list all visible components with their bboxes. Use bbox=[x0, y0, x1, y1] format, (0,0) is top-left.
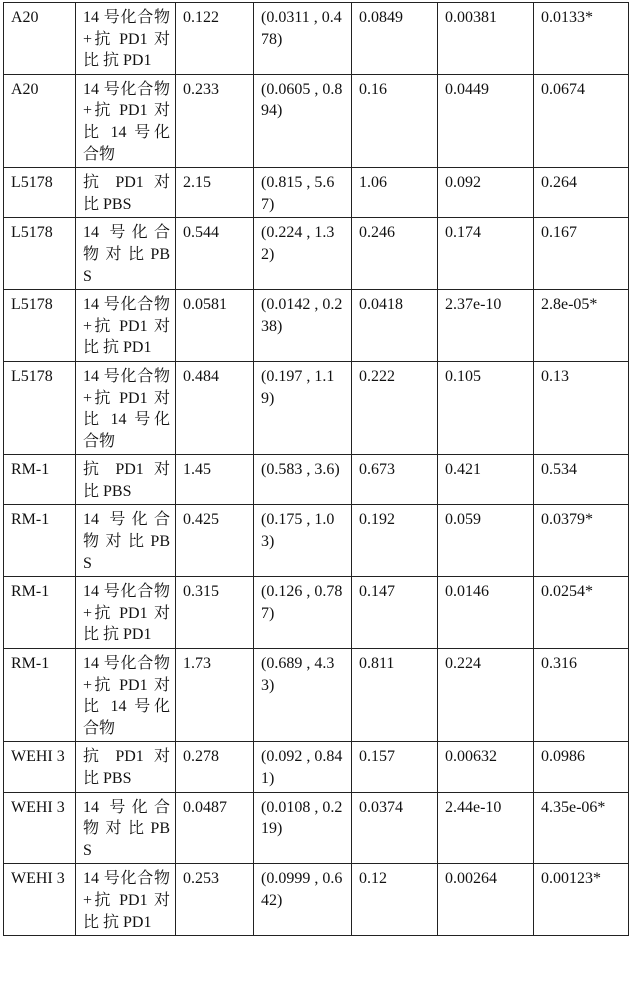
ratio-cell: 0.544 bbox=[176, 218, 254, 290]
table-row bbox=[4, 290, 629, 362]
cell-line-cell: L5178 bbox=[4, 218, 76, 290]
adjusted-p-value-cell: 0.13 bbox=[534, 361, 629, 454]
comparison-cell: 14 号化合物+抗 PD1 对 比 抗 PD1 bbox=[76, 3, 176, 75]
std-error-cell: 0.0849 bbox=[352, 3, 438, 75]
table-body bbox=[4, 3, 629, 936]
table-row bbox=[4, 742, 629, 792]
adjusted-p-value-cell: 0.00123* bbox=[534, 864, 629, 936]
table-row bbox=[4, 3, 629, 75]
cell-line-cell: RM-1 bbox=[4, 649, 76, 742]
comparison-cell: 14 号化合物+抗 PD1 对比 14 号化合物 bbox=[76, 649, 176, 742]
p-value-cell: 0.224 bbox=[438, 649, 534, 742]
cell-line-cell: WEHI 3 bbox=[4, 792, 76, 864]
cell-line-cell: A20 bbox=[4, 3, 76, 75]
ratio-cell: 1.45 bbox=[176, 455, 254, 505]
std-error-cell: 0.0374 bbox=[352, 792, 438, 864]
p-value-cell: 2.44e-10 bbox=[438, 792, 534, 864]
table-row bbox=[4, 649, 629, 742]
std-error-cell: 0.222 bbox=[352, 361, 438, 454]
adjusted-p-value-cell: 0.0133* bbox=[534, 3, 629, 75]
cell-line-cell: RM-1 bbox=[4, 505, 76, 577]
std-error-cell: 0.673 bbox=[352, 455, 438, 505]
std-error-cell: 1.06 bbox=[352, 168, 438, 218]
table-row bbox=[4, 74, 629, 167]
comparison-cell: 14 号化合物+抗 PD1 对 比 抗 PD1 bbox=[76, 577, 176, 649]
confidence-interval-cell: (0.583 , 3.6) bbox=[254, 455, 352, 505]
std-error-cell: 0.246 bbox=[352, 218, 438, 290]
confidence-interval-cell: (0.0142 , 0.238) bbox=[254, 290, 352, 362]
confidence-interval-cell: (0.815 , 5.67) bbox=[254, 168, 352, 218]
ratio-cell: 0.484 bbox=[176, 361, 254, 454]
confidence-interval-cell: (0.175 , 1.03) bbox=[254, 505, 352, 577]
results-table bbox=[3, 2, 629, 936]
p-value-cell: 0.00381 bbox=[438, 3, 534, 75]
adjusted-p-value-cell: 0.0674 bbox=[534, 74, 629, 167]
table-row bbox=[4, 455, 629, 505]
adjusted-p-value-cell: 4.35e-06* bbox=[534, 792, 629, 864]
table-row bbox=[4, 361, 629, 454]
cell-line-cell: L5178 bbox=[4, 361, 76, 454]
adjusted-p-value-cell: 0.264 bbox=[534, 168, 629, 218]
comparison-cell: 14 号化合 物 对 比 PBS bbox=[76, 505, 176, 577]
p-value-cell: 0.059 bbox=[438, 505, 534, 577]
std-error-cell: 0.12 bbox=[352, 864, 438, 936]
cell-line-cell: L5178 bbox=[4, 168, 76, 218]
adjusted-p-value-cell: 0.0379* bbox=[534, 505, 629, 577]
adjusted-p-value-cell: 0.316 bbox=[534, 649, 629, 742]
std-error-cell: 0.0418 bbox=[352, 290, 438, 362]
p-value-cell: 0.092 bbox=[438, 168, 534, 218]
ratio-cell: 0.278 bbox=[176, 742, 254, 792]
adjusted-p-value-cell: 0.167 bbox=[534, 218, 629, 290]
std-error-cell: 0.192 bbox=[352, 505, 438, 577]
comparison-cell: 14 号化合 物 对 比 PBS bbox=[76, 792, 176, 864]
p-value-cell: 0.105 bbox=[438, 361, 534, 454]
p-value-cell: 0.421 bbox=[438, 455, 534, 505]
std-error-cell: 0.157 bbox=[352, 742, 438, 792]
confidence-interval-cell: (0.0108 , 0.219) bbox=[254, 792, 352, 864]
ratio-cell: 0.315 bbox=[176, 577, 254, 649]
p-value-cell: 2.37e-10 bbox=[438, 290, 534, 362]
table-row bbox=[4, 864, 629, 936]
adjusted-p-value-cell: 0.0254* bbox=[534, 577, 629, 649]
ratio-cell: 0.233 bbox=[176, 74, 254, 167]
ratio-cell: 0.0487 bbox=[176, 792, 254, 864]
comparison-cell: 14 号化合物+抗 PD1 对 比 抗 PD1 bbox=[76, 290, 176, 362]
table-row bbox=[4, 168, 629, 218]
comparison-cell: 抗 PD1 对 比 PBS bbox=[76, 742, 176, 792]
std-error-cell: 0.16 bbox=[352, 74, 438, 167]
ratio-cell: 0.122 bbox=[176, 3, 254, 75]
std-error-cell: 0.811 bbox=[352, 649, 438, 742]
ratio-cell: 2.15 bbox=[176, 168, 254, 218]
confidence-interval-cell: (0.0999 , 0.642) bbox=[254, 864, 352, 936]
ratio-cell: 0.253 bbox=[176, 864, 254, 936]
std-error-cell: 0.147 bbox=[352, 577, 438, 649]
comparison-cell: 14 号化合 物 对 比 PBS bbox=[76, 218, 176, 290]
table-row bbox=[4, 505, 629, 577]
p-value-cell: 0.0449 bbox=[438, 74, 534, 167]
adjusted-p-value-cell: 2.8e-05* bbox=[534, 290, 629, 362]
cell-line-cell: WEHI 3 bbox=[4, 864, 76, 936]
confidence-interval-cell: (0.126 , 0.787) bbox=[254, 577, 352, 649]
comparison-cell: 抗 PD1 对 比 PBS bbox=[76, 168, 176, 218]
table-row bbox=[4, 577, 629, 649]
comparison-cell: 14 号化合物+抗 PD1 对 比 抗 PD1 bbox=[76, 864, 176, 936]
cell-line-cell: RM-1 bbox=[4, 577, 76, 649]
confidence-interval-cell: (0.197 , 1.19) bbox=[254, 361, 352, 454]
adjusted-p-value-cell: 0.534 bbox=[534, 455, 629, 505]
confidence-interval-cell: (0.0605 , 0.894) bbox=[254, 74, 352, 167]
cell-line-cell: A20 bbox=[4, 74, 76, 167]
table-row bbox=[4, 792, 629, 864]
cell-line-cell: WEHI 3 bbox=[4, 742, 76, 792]
comparison-cell: 抗 PD1 对 比 PBS bbox=[76, 455, 176, 505]
p-value-cell: 0.0146 bbox=[438, 577, 534, 649]
p-value-cell: 0.00264 bbox=[438, 864, 534, 936]
p-value-cell: 0.00632 bbox=[438, 742, 534, 792]
ratio-cell: 1.73 bbox=[176, 649, 254, 742]
comparison-cell: 14 号化合物+抗 PD1 对比 14 号化合物 bbox=[76, 361, 176, 454]
confidence-interval-cell: (0.224 , 1.32) bbox=[254, 218, 352, 290]
adjusted-p-value-cell: 0.0986 bbox=[534, 742, 629, 792]
table-row bbox=[4, 218, 629, 290]
confidence-interval-cell: (0.689 , 4.33) bbox=[254, 649, 352, 742]
confidence-interval-cell: (0.0311 , 0.478) bbox=[254, 3, 352, 75]
p-value-cell: 0.174 bbox=[438, 218, 534, 290]
confidence-interval-cell: (0.092 , 0.841) bbox=[254, 742, 352, 792]
ratio-cell: 0.425 bbox=[176, 505, 254, 577]
cell-line-cell: L5178 bbox=[4, 290, 76, 362]
ratio-cell: 0.0581 bbox=[176, 290, 254, 362]
comparison-cell: 14 号化合物+抗 PD1 对比 14 号化合物 bbox=[76, 74, 176, 167]
cell-line-cell: RM-1 bbox=[4, 455, 76, 505]
